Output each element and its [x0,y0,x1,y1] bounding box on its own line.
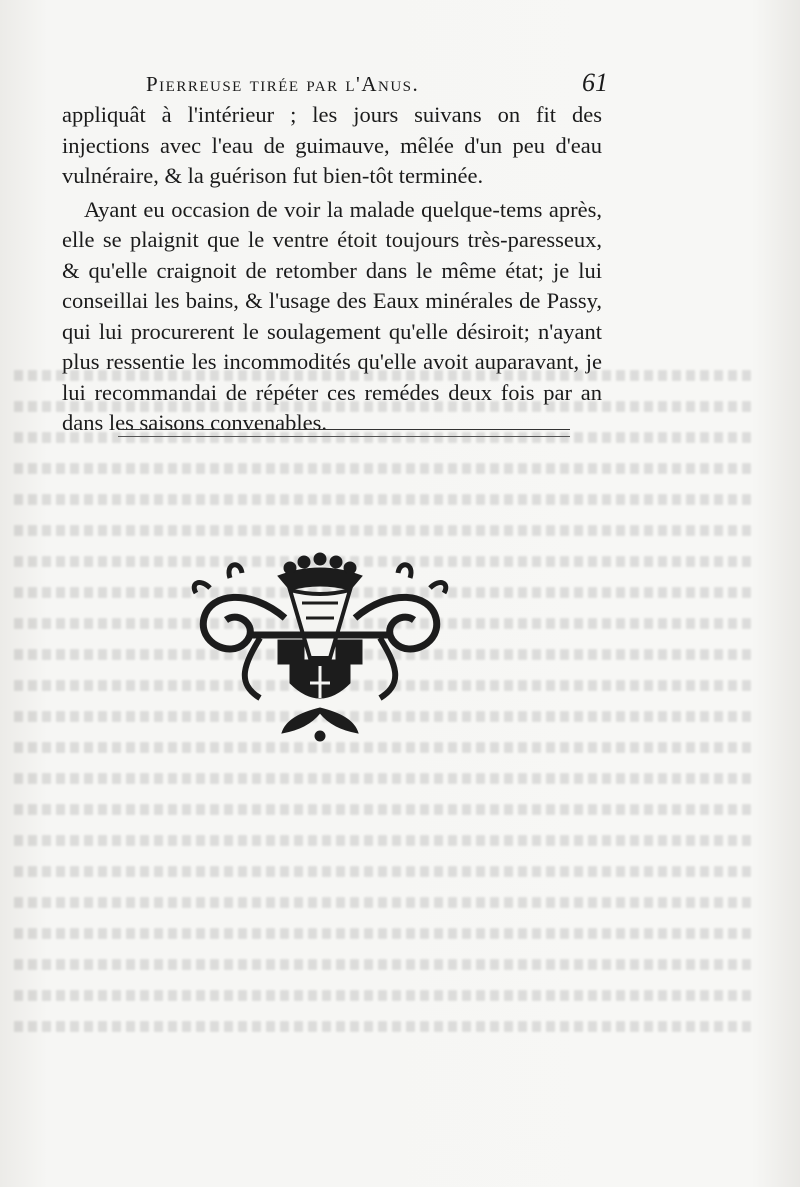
paragraph-1: appliquât à l'intérieur ; les jours suivans on fit des injections avec l'eau de guimauve, mêlée d'un peu d'eau vulnéraire, & la guérison fut bien-tôt terminée. [62,102,602,188]
double-rule [118,429,570,437]
paragraph-2: Ayant eu occasion de voir la malade quelque-tems après, elle se plaignit que le ventre étoit toujours très-paresseux, & qu'elle craignoit de retomber dans le même état; je lui conseillai les bains, & l'usage des Eaux minérales de Passy, qui lui procurerent le soulagement qu'elle désiroit; n'ayant plus ressentie les incommodités qu'elle avoit auparavant, je lui recommandai de répéter ces remédes deux fois par an dans les saisons convenables. [62,196,602,435]
floral-cul-de-lampe-icon [190,548,450,743]
page-header [62,68,608,100]
page-number: 61 [582,68,608,97]
body-text [62,100,602,439]
running-title: Pierreuse tirée par l'Anus. [146,72,420,96]
